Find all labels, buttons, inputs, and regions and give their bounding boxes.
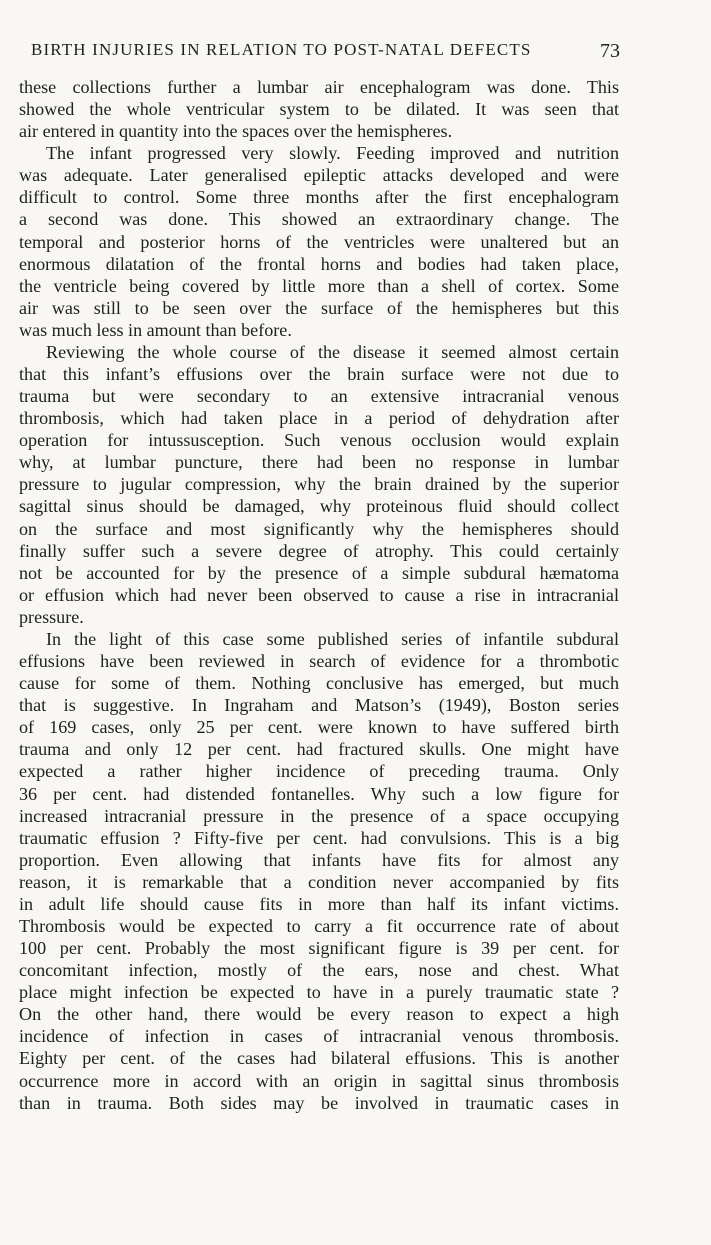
text-line: of 169 cases, only 25 per cent. were known to have suffered birth <box>19 717 619 738</box>
text-line: not be accounted for by the presence of a simple subdural hæmatoma <box>19 562 619 583</box>
text-line: effusions have been reviewed in search of evidence for a thrombotic <box>19 651 619 672</box>
text-line: concomitant infection, mostly of the ears, nose and chest. What <box>19 960 619 981</box>
paragraph-first-line: The infant progressed very slowly. Feeding improved and nutrition <box>46 143 619 164</box>
text-line: increased intracranial pressure in the presence of a space occupying <box>19 805 619 826</box>
text-line: air entered in quantity into the spaces over the hemispheres. <box>19 121 453 142</box>
text-line: thrombosis, which had taken place in a period of dehydration after <box>19 408 619 429</box>
paragraph-first-line: Reviewing the whole course of the disease it seemed almost certain <box>46 341 619 362</box>
text-line: trauma and only 12 per cent. had fractured skulls. One might have <box>19 739 619 760</box>
text-line: cause for some of them. Nothing conclusive has emerged, but much <box>19 673 619 694</box>
text-line: On the other hand, there would be every reason to expect a high <box>19 1004 619 1025</box>
text-line: 36 per cent. had distended fontanelles. Why such a low figure for <box>19 783 619 804</box>
text-line: was much less in amount than before. <box>19 319 292 340</box>
text-line: proportion. Even allowing that infants have fits for almost any <box>19 849 619 870</box>
text-line: trauma but were secondary to an extensive intracranial venous <box>19 386 619 407</box>
text-line: place might infection be expected to have in a purely traumatic state ? <box>19 982 619 1003</box>
text-line: temporal and posterior horns of the ventricles were unaltered but an <box>19 231 619 252</box>
text-line: air was still to be seen over the surface of the hemispheres but this <box>19 297 619 318</box>
running-header <box>0 38 711 66</box>
running-title: BIRTH INJURIES IN RELATION TO POST-NATAL DEFECTS <box>31 40 532 59</box>
text-line: or effusion which had never been observed to cause a rise in intracranial <box>19 584 619 605</box>
text-line: the ventricle being covered by little more than a shell of cortex. Some <box>19 275 619 296</box>
text-line: reason, it is remarkable that a condition never accompanied by fits <box>19 871 619 892</box>
text-line: Thrombosis would be expected to carry a fit occurrence rate of about <box>19 915 619 936</box>
text-line: Eighty per cent. of the cases had bilateral effusions. This is another <box>19 1048 619 1069</box>
text-line: expected a rather higher incidence of preceding trauma. Only <box>19 761 619 782</box>
text-line: finally suffer such a severe degree of atrophy. This could certainly <box>19 540 619 561</box>
text-line: on the surface and most significantly why the hemispheres should <box>19 518 619 539</box>
text-line: was adequate. Later generalised epileptic attacks developed and were <box>19 165 619 186</box>
text-line: difficult to control. Some three months after the first encephalogram <box>19 187 619 208</box>
text-line: 100 per cent. Probably the most significant figure is 39 per cent. for <box>19 938 619 959</box>
text-line: pressure to jugular compression, why the brain drained by the superior <box>19 474 619 495</box>
text-line: showed the whole ventricular system to be dilated. It was seen that <box>19 99 619 120</box>
text-line: traumatic effusion ? Fifty-five per cent. had convulsions. This is a big <box>19 827 619 848</box>
body-text <box>19 76 619 1114</box>
text-line: why, at lumbar puncture, there had been no response in lumbar <box>19 452 619 473</box>
text-line: enormous dilatation of the frontal horns and bodies had taken place, <box>19 253 619 274</box>
text-line: that is suggestive. In Ingraham and Matson’s (1949), Boston series <box>19 695 619 716</box>
text-line: these collections further a lumbar air encephalogram was done. This <box>19 77 619 97</box>
text-line: pressure. <box>19 606 84 627</box>
text-line: in adult life should cause fits in more than half its infant victims. <box>19 893 619 914</box>
paragraph-first-line: In the light of this case some published series of infantile subdural <box>46 628 619 649</box>
page-number: 73 <box>600 40 620 62</box>
text-line: operation for intussusception. Such venous occlusion would explain <box>19 430 619 451</box>
text-line: a second was done. This showed an extraordinary change. The <box>19 209 619 230</box>
text-line: that this infant’s effusions over the brain surface were not due to <box>19 364 619 385</box>
text-line: incidence of infection in cases of intracranial venous thrombosis. <box>19 1026 619 1047</box>
text-line: occurrence more in accord with an origin in sagittal sinus thrombosis <box>19 1070 619 1091</box>
text-line: than in trauma. Both sides may be involved in traumatic cases in <box>19 1092 619 1113</box>
text-line: sagittal sinus should be damaged, why proteinous fluid should collect <box>19 496 619 517</box>
